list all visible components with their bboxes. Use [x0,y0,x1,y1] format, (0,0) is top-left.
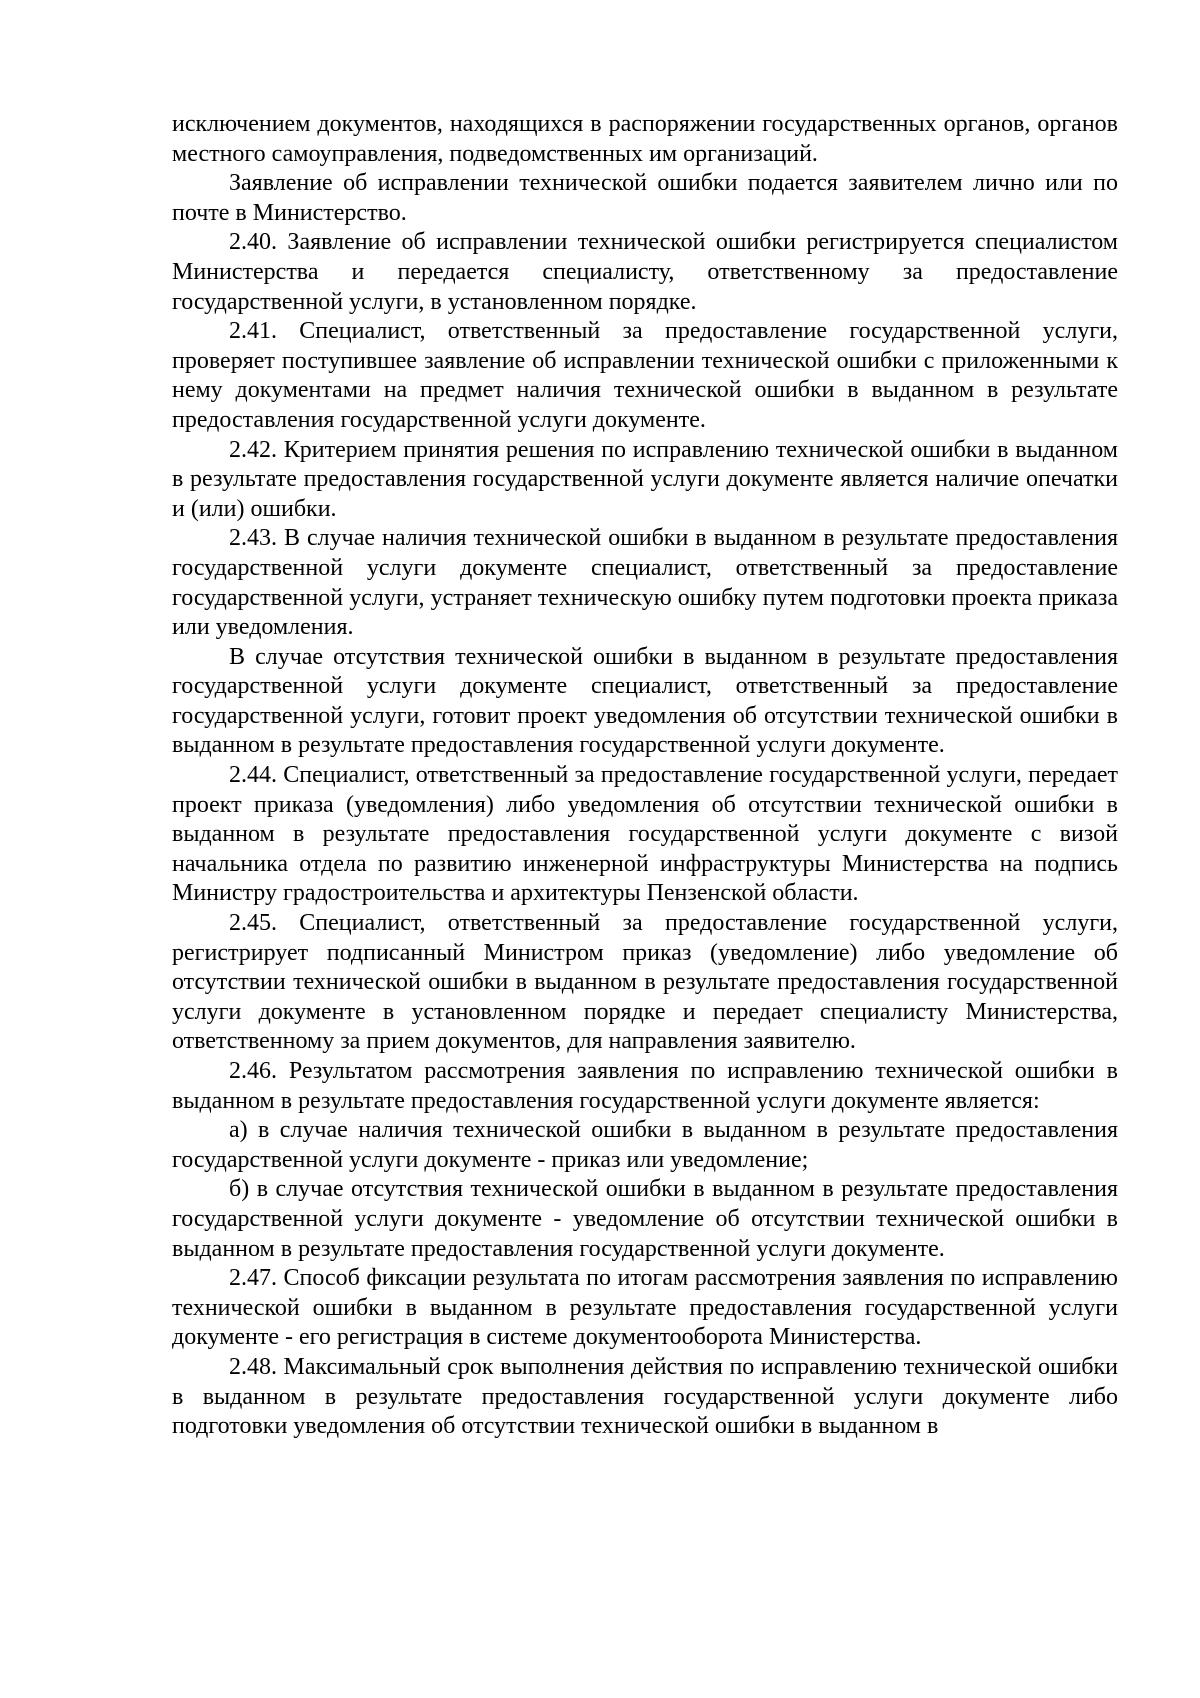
paragraph-2-47: 2.47. Способ фиксации результата по итогам рассмотрения заявления по исправлению технической ошибки в выданном в результате предоставления государственной услуги документе - его регистрация в системе документооборота Министерства. [172,1265,1118,1351]
paragraph-2-45: 2.45. Специалист, ответственный за предоставление государственной услуги, регистрирует подписанный Министром приказ (уведомление) либо уведомление об отсутствии технической ошибки в выданном в результате предоставления государственной услуги документе в установленном порядке и передает специалисту Министерства, ответственному за прием документов, для направления заявителю. [172,910,1118,1055]
paragraph-2-41: 2.41. Специалист, ответственный за предоставление государственной услуги, проверяет поступившее заявление об исправлении технической ошибки с приложенными к нему документами на предмет наличия технической ошибки в выданном в результате предоставления государственной услуги документе. [172,318,1118,433]
paragraph-continuation: исключением документов, находящихся в распоряжении государственных органов, органов местного самоуправления, подведомственных им организаций. [172,111,1118,167]
paragraph-no-error-case: В случае отсутствия технической ошибки в выданном в результате предоставления государственной услуги документе специалист, ответственный за предоставление государственной услуги, готовит проект уведомления об отсутствии технической ошибки в выданном в результате предоставления государственной услуги документе. [172,643,1118,759]
paragraph-2-48: 2.48. Максимальный срок выполнения действия по исправлению технической ошибки в выданном в результате предоставления государственной услуги документе либо подготовки уведомления об отсутствии технической ошибки в выданном в [172,1353,1118,1440]
paragraph-2-42: 2.42. Критерием принятия решения по исправлению технической ошибки в выданном в результате предоставления государственной услуги документе является наличие опечатки и (или) ошибки. [172,436,1118,522]
paragraph-2-46: 2.46. Результатом рассмотрения заявления по исправлению технической ошибки в выданном в результате предоставления государственной услуги документе является: [172,1058,1118,1114]
document-page [172,110,1118,1442]
paragraph-item-a: а) в случае наличия технической ошибки в выданном в результате предоставления государственной услуги документе - приказ или уведомление; [172,1117,1118,1173]
paragraph-item-b: б) в случае отсутствия технической ошибки в выданном в результате предоставления государственной услуги документе - уведомление об отсутствии технической ошибки в выданном в результате предоставления государственной услуги документе. [172,1176,1118,1262]
paragraph-2-40: 2.40. Заявление об исправлении технической ошибки регистрируется специалистом Министерства и передается специалисту, ответственному за предоставление государственной услуги, в установленном порядке. [172,229,1118,315]
paragraph-application-submission: Заявление об исправлении технической ошибки подается заявителем лично или по почте в Министерство. [172,170,1118,226]
paragraph-2-43: 2.43. В случае наличия технической ошибки в выданном в результате предоставления государственной услуги документе специалист, ответственный за предоставление государственной услуги, устраняет техническую ошибку путем подготовки проекта приказа или уведомления. [172,525,1118,641]
paragraph-2-44: 2.44. Специалист, ответственный за предоставление государственной услуги, передает проект приказа (уведомления) либо уведомления об отсутствии технической ошибки в выданном в результате предоставления государственной услуги документе с визой начальника отдела по развитию инженерной инфраструктуры Министерства на подпись Министру градостроительства и архитектуры Пензенской области. [172,762,1118,907]
